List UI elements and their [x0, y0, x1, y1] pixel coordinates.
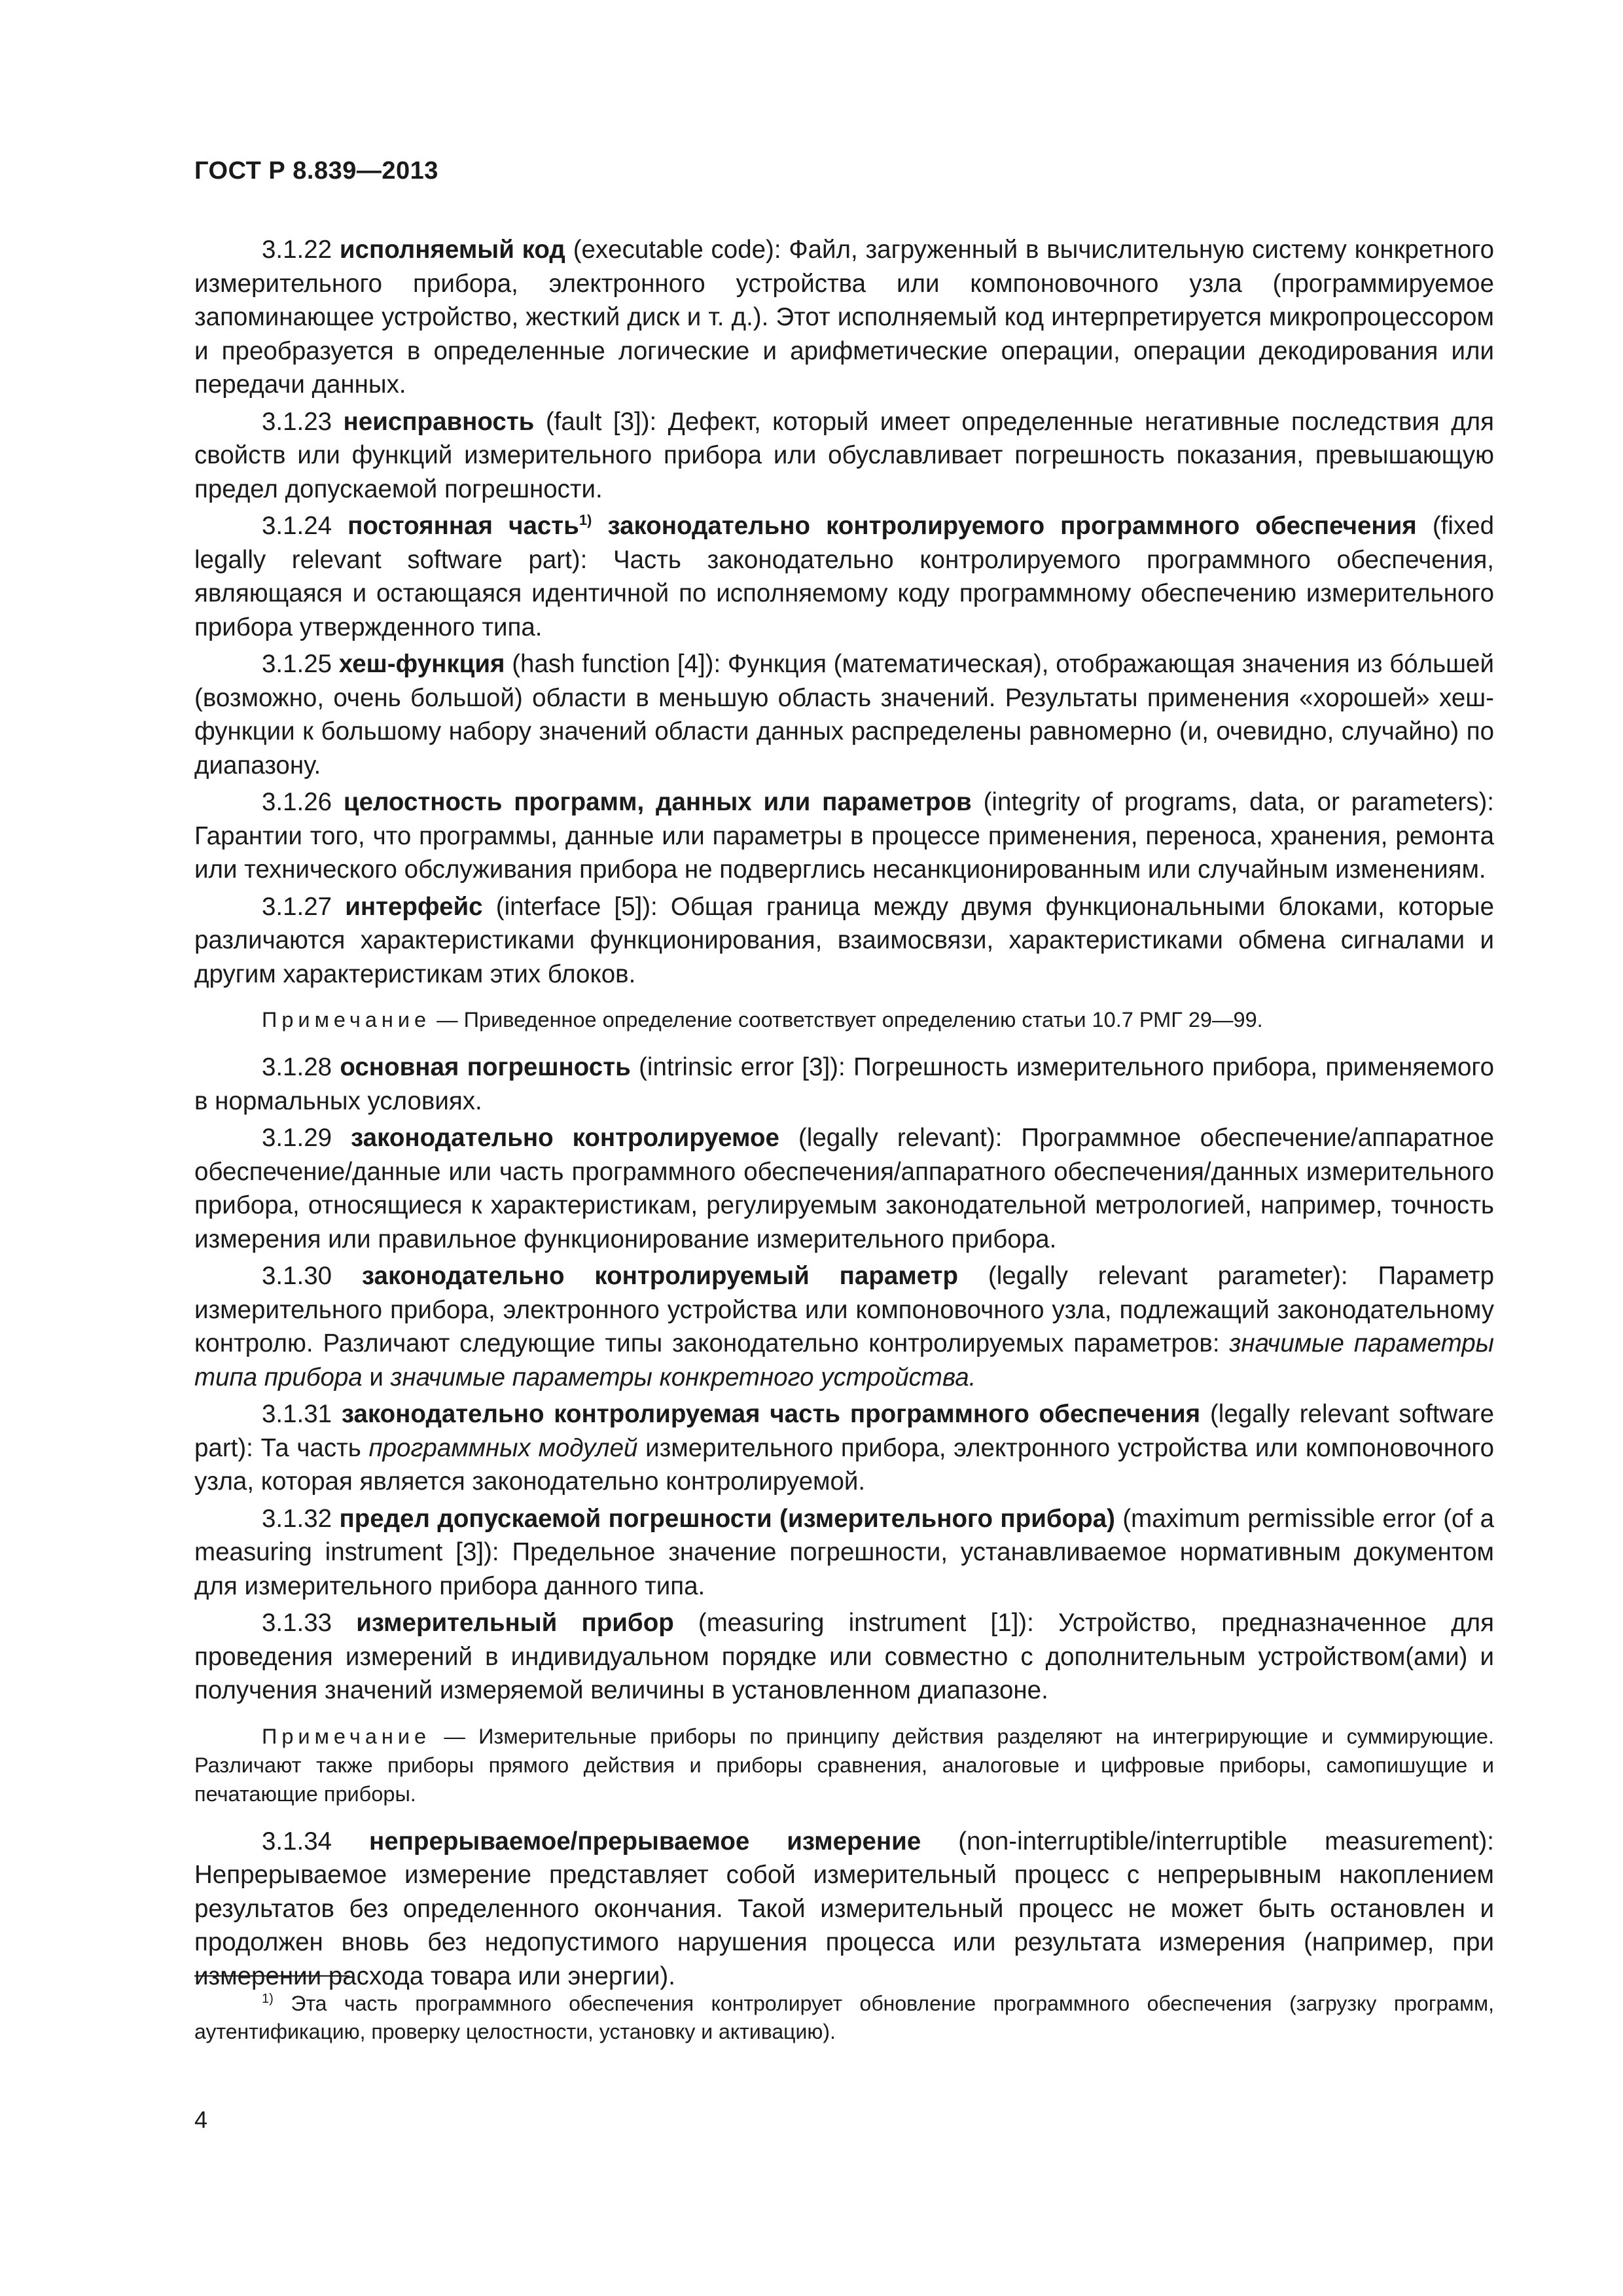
clause-number: 3.1.27 [262, 892, 332, 921]
document-header: ГОСТ Р 8.839—2013 [194, 157, 438, 185]
definition-text: Предельное значение погрешности, устанавливаемое нормативным документом для измерительного прибора данного типа. [194, 1538, 1494, 1600]
term-english: (legally relevant parameter): [988, 1262, 1348, 1290]
term: непрерываемое/прерываемое измерение [369, 1827, 921, 1856]
emphasis: программных модулей [368, 1433, 638, 1462]
term: целостность программ, данных или параметров [343, 788, 972, 816]
clause-number: 3.1.30 [262, 1262, 332, 1290]
term-english: (executable code): [573, 236, 781, 264]
definition-3-1-33 [194, 1606, 1494, 1708]
note-text: — Измерительные приборы по принципу действия разделяют на интегрирующие и суммирующие. Различают также приборы прямого действия и приборы сравнения, аналоговые и цифровые приборы, самопишущие и печатающие приборы. [194, 1724, 1494, 1806]
term: исполняемый код [339, 236, 565, 264]
term: интерфейс [345, 892, 483, 921]
term: законодательно контролируемое [351, 1124, 779, 1152]
definition-text: Устройство, предназначенное для проведения измерений в индивидуальном порядке или совместно с дополнительным устройством(ами) и получения значений измеряемой величины в установленном диапазоне. [194, 1609, 1494, 1704]
definition-3-1-30 [194, 1259, 1494, 1394]
note-text: — Приведенное определение соответствует определению статьи 10.7 РМГ 29—99. [437, 1008, 1263, 1031]
clause-number: 3.1.34 [262, 1827, 332, 1856]
definition-3-1-25 [194, 647, 1494, 782]
term [348, 512, 1417, 540]
term-english: (hash function [4]): [512, 650, 721, 678]
definition-3-1-32 [194, 1502, 1494, 1604]
clause-number: 3.1.31 [262, 1400, 332, 1428]
parameter-type-2: значимые параметры конкретного устройства. [390, 1363, 976, 1391]
term: основная погрешность [340, 1053, 631, 1081]
term-english: (legally relevant): [798, 1124, 1003, 1152]
page-number: 4 [194, 2106, 208, 2133]
clause-number: 3.1.32 [262, 1504, 332, 1533]
definition-3-1-29 [194, 1121, 1494, 1256]
note-label: Примечание [262, 1724, 431, 1748]
term: неисправность [343, 407, 535, 436]
note-block [194, 1005, 1494, 1034]
definition-3-1-24 [194, 509, 1494, 644]
definition-3-1-22 [194, 233, 1494, 402]
parameter-type-1: значимые параметры типа прибора [194, 1329, 1494, 1391]
term: хеш-функция [338, 650, 505, 678]
definition-text: Файл, загруженный в вычислительную систему конкретного измерительного прибора, электронного устройства или компоновочного узла (программируемое запоминающее устройство, жесткий диск и т. д.). Этот исполняемый код интерпретируется микропроцессором и преобразуется в определенные логические и арифметические операции, операции декодирования или передачи данных. [194, 236, 1494, 399]
definition-text: Программное обеспечение/аппаратное обеспечение/данные или часть программного обеспечения/аппаратного обеспечения/данных измерительного прибора, относящиеся к характеристикам, регулируемым законодательной метрологией, например, точность измерения или правильное функционирование измерительного прибора. [194, 1124, 1495, 1253]
definition-text: Дефект, который имеет определенные негативные последствия для свойств или функций измерительного прибора или обуславливает погрешность показания, превышающую предел допускаемой погрешности. [194, 407, 1494, 503]
term: предел допускаемой погрешности (измерительного прибора) [339, 1504, 1115, 1533]
definition-3-1-31 [194, 1397, 1494, 1499]
footnote-divider [194, 1975, 349, 1977]
definition-text-end: измерительного прибора, электронного устройства или компоновочного узла, которая является законодательно контролируемой. [194, 1433, 1495, 1496]
term-english: (integrity of programs, data, or parameters): [983, 788, 1494, 816]
clause-number: 3.1.22 [262, 236, 332, 264]
footnote-text: Эта часть программного обеспечения контролирует обновление программного обеспечения (загрузку программ, аутентификацию, проверку целостности, установку и активацию). [194, 1992, 1495, 2043]
term-part-2: законодательно контролируемого программного обеспечения [607, 512, 1417, 540]
term-english: (intrinsic error [3]): [639, 1053, 846, 1081]
definition-text-start: Та часть [260, 1433, 361, 1462]
term-english: (fault [3]): [545, 407, 657, 436]
definition-text: Функция (математическая), отображающая значения из бóльшей (возможно, очень большой) области в меньшую область значений. Результаты применения «хорошей» хеш-функции к большому набору значений области данных распределены равномерно (и, очевидно, случайно) по диапазону. [194, 650, 1494, 780]
definition-3-1-28 [194, 1050, 1494, 1118]
definition-3-1-26 [194, 785, 1494, 887]
conjunction: и [369, 1363, 383, 1391]
definition-text: Часть законодательно контролируемого программного обеспечения, являющаяся и остающаяся идентичной по исполняемому коду программному обеспечению измерительного прибора утвержденного типа. [194, 545, 1495, 641]
clause-number: 3.1.28 [262, 1053, 332, 1081]
definition-text: Погрешность измерительного прибора, применяемого в нормальных условиях. [194, 1053, 1495, 1115]
term: измерительный прибор [356, 1609, 674, 1637]
term-english: (measuring instrument [1]): [698, 1609, 1034, 1637]
term-english: (fixed legally relevant software part): [194, 512, 1495, 574]
clause-number: 3.1.26 [262, 788, 332, 816]
clause-number: 3.1.33 [262, 1609, 332, 1637]
term-english: (legally relevant software part): [194, 1400, 1494, 1462]
footnote [194, 1990, 1494, 2046]
definition-3-1-23 [194, 405, 1494, 507]
term-english: (maximum permissible error (of a measuring instrument [3]): [194, 1504, 1494, 1566]
term: законодательно контролируемый параметр [361, 1262, 959, 1290]
clause-number: 3.1.29 [262, 1124, 332, 1152]
definition-3-1-27 [194, 890, 1494, 992]
document-body [194, 233, 1494, 1996]
clause-number: 3.1.23 [262, 407, 332, 436]
term: законодательно контролируемая часть программного обеспечения [341, 1400, 1201, 1428]
definition-text: Непрерываемое измерение представляет собой измерительный процесс с непрерывным накоплением результатов без определенного окончания. Такой измерительный процесс не может быть остановлен и продолжен вновь без недопустимого нарушения процесса или результата измерения (например, при измерении расхода товара или энергии). [194, 1861, 1494, 1990]
definition-3-1-34 [194, 1825, 1494, 1994]
definition-text: Гарантии того, что программы, данные или параметры в процессе применения, переноса, хранения, ремонта или технического обслуживания прибора не подверглись несанкционированным или случайным изменениям. [194, 821, 1494, 884]
footnote-mark: 1) [262, 1992, 274, 2006]
term-english: (interface [5]): [495, 892, 658, 921]
term-part-1: постоянная часть [348, 512, 579, 540]
note-label: Примечание [262, 1008, 431, 1031]
definition-text: Общая граница между двумя функциональными блоками, которые различаются характеристиками функционирования, взаимосвязи, характеристиками обмена сигналами и другим характеристикам этих блоков. [194, 892, 1494, 988]
footnote-reference: 1) [579, 512, 592, 528]
note-block [194, 1722, 1494, 1808]
clause-number: 3.1.25 [262, 650, 332, 678]
term-english: (non-interruptible/interruptible measurement): [958, 1827, 1494, 1856]
clause-number: 3.1.24 [262, 512, 332, 540]
definition-text: Параметр измерительного прибора, электронного устройства или компоновочного узла, подлежащий законодательному контролю. Различают следующие типы законодательно контролируемых параметров: [194, 1262, 1495, 1357]
